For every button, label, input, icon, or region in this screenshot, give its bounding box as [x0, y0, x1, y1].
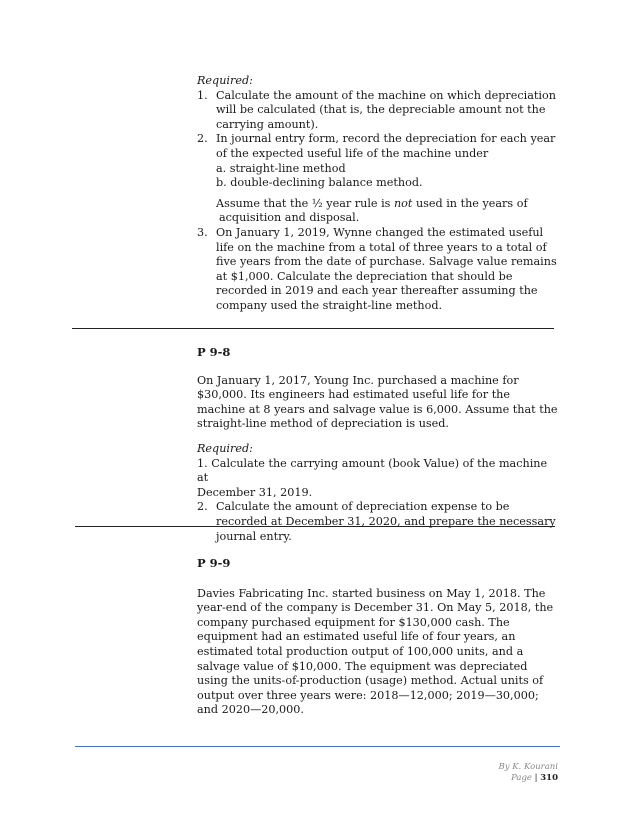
- page-number: 310: [540, 773, 558, 783]
- assumption-text: Assume that the ½ year rule is: [216, 196, 394, 210]
- assumption-text-end: used in the years of: [412, 196, 528, 210]
- problem-body: On January 1, 2017, Young Inc. purchased a machine for $30,000. Its engineers had estimated useful life for the machine at 8 years and salvage value is 6,000. Assume that the straight-line method of depreciation is used.: [197, 373, 558, 431]
- previous-problem-requirements: [197, 74, 559, 314]
- requirement-2: [197, 132, 559, 161]
- assumption-note: [197, 197, 559, 212]
- requirement-text: Calculate the carrying amount (book Value) of the machine at: [197, 456, 548, 485]
- requirement-1: [197, 89, 559, 133]
- requirement-text: On January 1, 2019, Wynne changed the estimated useful life on the machine from a total of three years to a total of five years from the date of purchase. Salvage value remains at $1,000. Calculate the depreciation that should be recorded in 2019 and each year thereafter assuming the company used the straight-line method.: [216, 225, 557, 312]
- requirement-1-line2: December 31, 2019.: [197, 485, 313, 499]
- footer-divider: [75, 746, 560, 747]
- page-indicator: [498, 773, 558, 784]
- problem-p9-9: [197, 556, 559, 718]
- requirement-number: 2.: [197, 132, 208, 146]
- page-footer: [498, 762, 558, 784]
- requirement-3: [197, 226, 559, 314]
- requirement-number: 1.: [197, 88, 208, 102]
- assumption-note-line2: acquisition and disposal.: [219, 211, 360, 225]
- author-credit: By K. Kourani: [498, 762, 558, 772]
- required-label: Required:: [197, 74, 253, 87]
- assumption-emphasis: not: [393, 196, 413, 210]
- section-divider: [72, 328, 554, 329]
- requirement-number: 1.: [197, 456, 208, 470]
- requirement-number: 2.: [197, 500, 208, 514]
- required-label: Required:: [197, 441, 253, 455]
- sub-item-a: a. straight-line method: [216, 161, 346, 175]
- sub-item-b: b. double-declining balance method.: [216, 176, 423, 190]
- requirement-text: Calculate the amount of the machine on which depreciation will be calculated (that is, the depreciable amount not the carrying amount).: [216, 88, 556, 131]
- problem-title: P 9-9: [197, 556, 231, 570]
- requirement-1: [197, 457, 559, 486]
- section-divider: [75, 526, 555, 527]
- requirement-number: 3.: [197, 225, 208, 239]
- problem-title: P 9-8: [197, 345, 231, 359]
- requirement-text: In journal entry form, record the depreciation for each year of the expected useful life of the machine under: [216, 132, 556, 160]
- page-separator: |: [534, 773, 538, 783]
- problem-p9-8: [197, 345, 559, 544]
- requirement-text: Calculate the amount of depreciation expense to be recorded at December 31, 2020, and prepare the necessary journal entry.: [216, 500, 556, 543]
- page-label: Page: [511, 773, 532, 783]
- requirement-2: [197, 500, 559, 544]
- problem-body: Davies Fabricating Inc. started business on May 1, 2018. The year-end of the company is December 31. On May 5, 2018, the company purchased equipment for $130,000 cash. The equipment had an estimated useful life of four years, an estimated total production output of 100,000 units, and a salvage value of $10,000. The equipment was depreciated using the units-of-production (usage) method. Actual units of output over three years were: 2018—12,000; 2019—30,000; and 2020—20,000.: [197, 586, 554, 717]
